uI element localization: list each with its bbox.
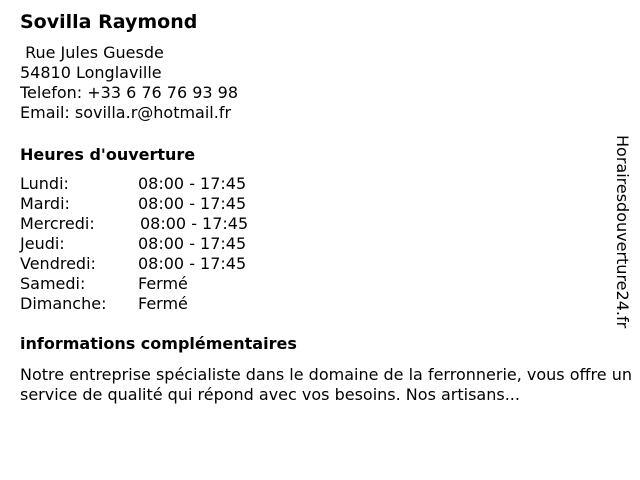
hours-value: 08:00 - 17:45 [138, 174, 247, 193]
hours-value: 08:00 - 17:45 [138, 194, 247, 213]
street-address: Rue Jules Guesde [20, 43, 164, 62]
business-name: Sovilla Raymond [20, 11, 198, 33]
business-contact [20, 43, 238, 123]
hours-value: 08:00 - 17:45 [138, 254, 247, 273]
city-address: 54810 Longlaville [20, 63, 162, 82]
day-label: Dimanche: [20, 294, 107, 313]
day-label: Lundi: [20, 174, 69, 193]
hours-value: 08:00 - 17:45 [138, 234, 247, 253]
hours-row-thursday [20, 234, 320, 254]
day-label: Mercredi: [20, 214, 95, 233]
hours-row-monday [20, 174, 320, 194]
day-label: Mardi: [20, 194, 70, 213]
hours-row-friday [20, 254, 320, 274]
day-label: Jeudi: [20, 234, 65, 253]
hours-row-saturday [20, 274, 320, 294]
additional-info-heading: informations complémentaires [20, 334, 297, 353]
opening-hours-table [20, 174, 320, 314]
hours-value: 08:00 - 17:45 [140, 214, 249, 233]
phone-number: Telefon: +33 6 76 76 93 98 [20, 83, 239, 102]
site-watermark: Horairesdouverture24.fr [613, 135, 632, 329]
hours-row-wednesday [20, 214, 320, 234]
hours-row-sunday [20, 294, 320, 314]
hours-row-tuesday [20, 194, 320, 214]
day-label: Vendredi: [20, 254, 96, 273]
additional-info-text: Notre entreprise spécialiste dans le domaine de la ferronnerie, vous offre un service de qualité qui répond avec vos besoins. Nos artisans... [20, 365, 632, 404]
day-label: Samedi: [20, 274, 86, 293]
opening-hours-heading: Heures d'ouverture [20, 145, 196, 164]
email-address: Email: sovilla.r@hotmail.fr [20, 103, 232, 122]
hours-value: Fermé [138, 294, 188, 313]
hours-value: Fermé [138, 274, 188, 293]
